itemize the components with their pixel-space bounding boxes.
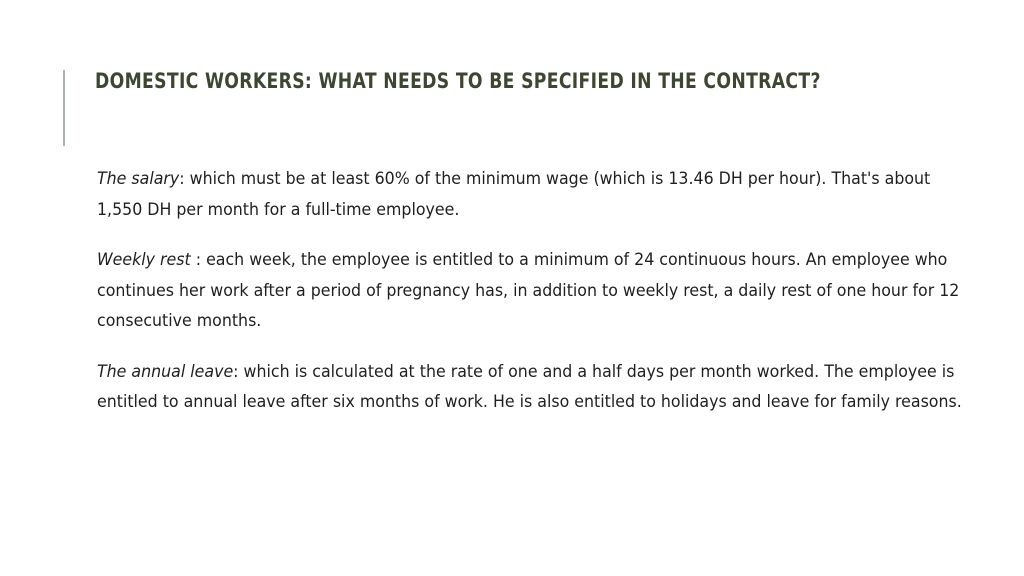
paragraph-separator: : (179, 169, 185, 189)
slide-title: DOMESTIC WORKERS: WHAT NEEDS TO BE SPECIFIED IN THE CONTRACT? (95, 69, 821, 93)
paragraph-weekly-rest (97, 245, 967, 337)
paragraph-text: each week, the employee is entitled to a minimum of 24 continuous hours. An employee who continues her work after a period of pregnancy has, in addition to weekly rest, a daily rest of one hour for 12 consecutive months. (97, 250, 960, 331)
paragraph-salary (97, 164, 967, 225)
paragraph-separator: : (233, 361, 239, 382)
paragraph-annual-leave (97, 357, 967, 418)
paragraph-term: The annual leave (97, 361, 234, 382)
paragraph-text: which is calculated at the rate of one and a half days per month worked. The employee is entitled to annual leave after six months of work. He is also entitled to holidays and leave for family reasons. (97, 361, 962, 412)
paragraph-term: Weekly rest (97, 250, 191, 270)
title-accent-bar (63, 70, 65, 146)
paragraph-separator: : (190, 250, 202, 270)
paragraph-term: The salary (97, 169, 180, 189)
slide-body (97, 164, 967, 438)
paragraph-text: which must be at least 60% of the minimum wage (which is 13.46 DH per hour). That's about 1,550 DH per month for a full-time employee. (97, 169, 931, 220)
